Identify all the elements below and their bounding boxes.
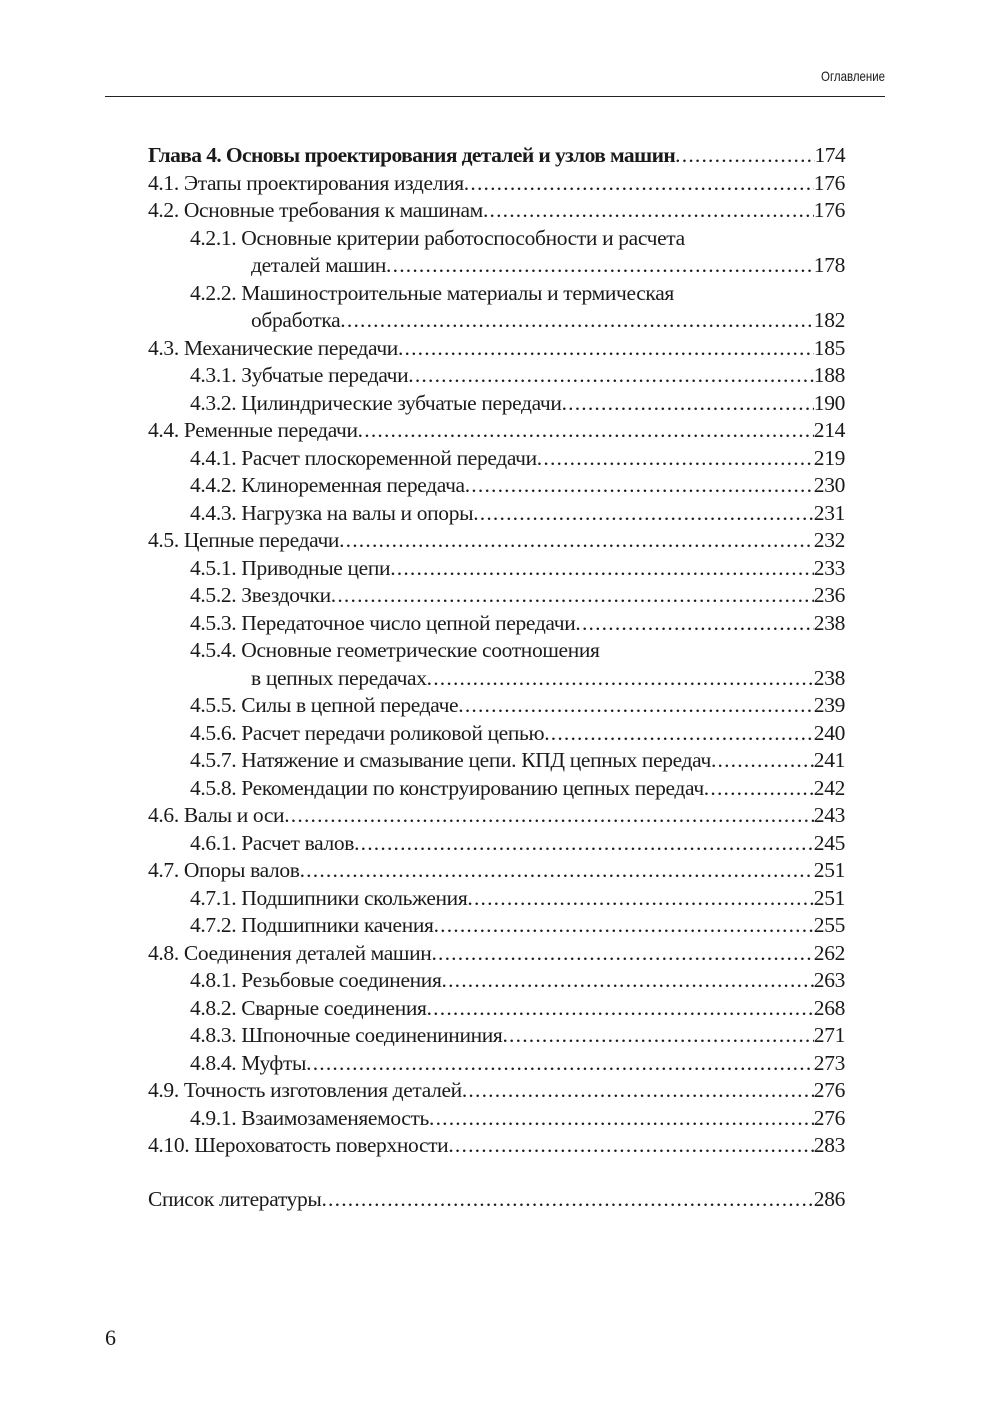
toc-entry[interactable]: [148, 885, 845, 913]
toc-entry-title: 4.5. Цепные передачи: [148, 528, 340, 552]
toc-entry[interactable]: [148, 995, 845, 1023]
toc-entry-page: 233: [813, 555, 845, 580]
toc-entry-title: 4.5.8. Рекомендации по конструированию цепных передач: [190, 775, 704, 800]
dot-leader: [358, 417, 814, 445]
toc-entry[interactable]: [148, 775, 845, 803]
dot-leader: [284, 802, 814, 830]
toc-entry-title: 4.3. Механические передачи: [148, 335, 398, 360]
toc-entry-page: 245: [813, 830, 845, 855]
running-head: Оглавление: [820, 68, 885, 84]
header-rule: [105, 96, 885, 97]
toc-entry-page: 174: [814, 143, 845, 167]
toc-entry-title: 4.4.1. Расчет плоскоременной передачи: [190, 445, 537, 470]
toc-entry[interactable]: [148, 1132, 845, 1160]
toc-entry-page: 236: [813, 583, 845, 607]
toc-entry-title: 4.4.2. Клиноременная передача: [190, 473, 465, 497]
toc-entry-page: 188: [813, 363, 845, 387]
toc-entry-title: 4.8.1. Резьбовые соединения: [190, 968, 442, 992]
toc-entry[interactable]: [148, 967, 845, 995]
toc-entry-title: 4.5.4. Основные геометрические соотношения: [190, 638, 600, 662]
toc-entry[interactable]: [148, 1105, 845, 1133]
toc-entry-title: 4.10. Шероховатость поверхности: [148, 1133, 449, 1157]
dot-leader: [300, 857, 814, 885]
toc-entry-title: 4.3.1. Зубчатые передачи: [190, 363, 409, 387]
dot-leader: [448, 1132, 813, 1160]
dot-leader: [339, 527, 814, 555]
toc-entry[interactable]: [148, 1022, 845, 1050]
toc-entry-title: 4.8.4. Муфты: [190, 1050, 307, 1075]
toc-entry-page: 178: [813, 253, 845, 277]
page-number: 6: [105, 1325, 116, 1350]
toc-entry-page: 286: [813, 1187, 845, 1211]
toc-entry[interactable]: [148, 225, 845, 280]
toc-entry-title: 4.7.1. Подшипники скольжения: [190, 885, 468, 910]
toc-entry[interactable]: [148, 637, 845, 692]
dot-leader: [675, 142, 814, 170]
toc-entry[interactable]: [148, 940, 845, 968]
toc-entry[interactable]: [148, 912, 845, 940]
toc-entry-bibliography[interactable]: [148, 1186, 845, 1214]
dot-leader: [431, 940, 813, 968]
toc-entry-page: 232: [813, 528, 845, 552]
toc-entry-page: 231: [813, 500, 845, 525]
toc-entry-title: 4.5.5. Силы в цепной передаче: [190, 693, 459, 717]
toc-entry[interactable]: [148, 802, 845, 830]
toc-entry-page: 241: [813, 748, 845, 772]
toc-entry-title: 4.8.2. Сварные соединения: [190, 995, 427, 1020]
toc-entry-title: Глава 4. Основы проектирования деталей и узлов машин: [148, 143, 676, 167]
toc-entry-title: 4.5.6. Расчет передачи роликовой цепью: [190, 720, 545, 745]
toc-entry-page: 273: [813, 1050, 845, 1075]
dot-leader: [427, 995, 814, 1023]
dot-leader: [340, 307, 814, 335]
toc-entry[interactable]: [148, 720, 845, 748]
dot-leader: [429, 1105, 814, 1133]
toc-entry[interactable]: [148, 527, 845, 555]
dot-leader: [354, 830, 814, 858]
dot-leader: [544, 720, 814, 748]
toc-entry[interactable]: [148, 692, 845, 720]
toc-entry[interactable]: [148, 472, 845, 500]
toc-entry[interactable]: [148, 555, 845, 583]
dot-leader: [575, 610, 813, 638]
toc-entry[interactable]: [148, 335, 845, 363]
toc-entry-title: 4.6.1. Расчет валов: [190, 830, 355, 855]
toc-entry-page: 268: [813, 995, 845, 1020]
toc-entry-title: 4.4. Ременные передачи: [148, 418, 358, 442]
toc-entry-page: 190: [813, 390, 845, 415]
toc-entry-page: 238: [813, 610, 845, 635]
dot-leader: [483, 197, 814, 225]
dot-leader: [502, 1022, 813, 1050]
toc-entry-page: 243: [813, 803, 845, 827]
toc-entry-page: 185: [813, 335, 845, 360]
dot-leader: [462, 1077, 814, 1105]
toc-entry-title: 4.5.3. Передаточное число цепной передачи: [190, 610, 576, 635]
toc-entry-page: 251: [813, 858, 845, 882]
toc-entry-page: 240: [813, 720, 845, 745]
toc-entry[interactable]: [148, 362, 845, 390]
toc-entry-page: 242: [813, 775, 845, 800]
toc-entry[interactable]: [148, 417, 845, 445]
toc-entry-page: 239: [813, 693, 845, 717]
dot-leader: [464, 170, 814, 198]
dot-leader: [321, 1186, 813, 1214]
toc-entry-page: 230: [813, 473, 845, 497]
dot-leader: [704, 775, 814, 803]
dot-leader: [562, 390, 814, 418]
toc-entry-title: 4.8. Соединения деталей машин: [148, 940, 432, 965]
dot-leader: [458, 692, 814, 720]
toc-entry-title: 4.5.2. Звездочки: [190, 583, 331, 607]
toc-entry-page: 219: [813, 445, 845, 470]
toc-entry-page: 251: [813, 885, 845, 910]
toc-entry-title: 4.7.2. Подшипники качения: [190, 913, 434, 937]
toc-entry-page: 262: [813, 940, 845, 965]
toc-entry[interactable]: [148, 1077, 845, 1105]
toc-entry[interactable]: [148, 445, 845, 473]
toc-entry-title: 4.7. Опоры валов: [148, 858, 300, 882]
dot-leader: [427, 665, 814, 693]
toc-entry[interactable]: [148, 830, 845, 858]
dot-leader: [408, 362, 814, 390]
toc-entry-page: 263: [813, 968, 845, 992]
toc-entry-page: 276: [813, 1078, 845, 1102]
dot-leader: [306, 1050, 814, 1078]
toc-entry-page: 176: [813, 170, 845, 195]
dot-leader: [442, 967, 814, 995]
toc-entry-title: Список литературы: [148, 1187, 322, 1211]
toc-entry-page: 176: [813, 198, 845, 222]
dot-leader: [434, 912, 814, 940]
dot-leader: [390, 555, 814, 583]
toc-entry[interactable]: [148, 747, 845, 775]
dot-leader: [537, 445, 814, 473]
toc-entry-title: 4.6. Валы и оси: [148, 803, 285, 827]
dot-leader: [467, 885, 813, 913]
toc-entry-page: 276: [813, 1105, 845, 1130]
dot-leader: [473, 500, 814, 528]
toc-entry-page: 283: [813, 1133, 845, 1157]
toc-entry-title: 4.2.2. Машиностроительные материалы и термическая: [190, 280, 674, 305]
toc-entry[interactable]: [148, 170, 845, 198]
toc-entry-title: 4.8.3. Шпоночные соединенининия: [190, 1023, 503, 1047]
toc-entry-page: 238: [813, 665, 845, 690]
toc-entry-title-continued: деталей машин: [251, 253, 387, 277]
toc-entry-title: 4.2.1. Основные критерии работоспособности и расчета: [190, 225, 685, 250]
toc-entry[interactable]: [148, 280, 845, 335]
dot-leader: [465, 472, 814, 500]
dot-leader: [711, 747, 814, 775]
toc-entry-title: 4.9.1. Взаимозаменяемость: [190, 1105, 429, 1130]
toc-entry-page: 255: [813, 913, 845, 937]
toc-entry-title-continued: в цепных передачах: [251, 665, 427, 690]
toc-entry[interactable]: [148, 142, 845, 170]
toc-entry-title: 4.9. Точность изготовления деталей: [148, 1078, 462, 1102]
dot-leader: [331, 582, 814, 610]
toc-entry-title: 4.4.3. Нагрузка на валы и опоры: [190, 500, 474, 525]
table-of-contents: [148, 142, 845, 1160]
toc-entry-page: 182: [813, 308, 845, 332]
toc-entry-title: 4.1. Этапы проектирования изделия: [148, 170, 464, 195]
dot-leader: [398, 335, 814, 363]
toc-entry[interactable]: [148, 390, 845, 418]
toc-entry[interactable]: [148, 500, 845, 528]
toc-entry[interactable]: [148, 1050, 845, 1078]
toc-entry-title: 4.5.7. Натяжение и смазывание цепи. КПД цепных передач: [190, 748, 711, 772]
toc-entry-page: 214: [813, 418, 845, 442]
dot-leader: [386, 252, 814, 280]
toc-entry-title-continued: обработка: [251, 308, 341, 332]
toc-entry-title: 4.5.1. Приводные цепи: [190, 555, 391, 580]
toc-entry-page: 271: [813, 1023, 845, 1047]
toc-entry[interactable]: [148, 610, 845, 638]
toc-entry[interactable]: [148, 857, 845, 885]
toc-entry[interactable]: [148, 582, 845, 610]
toc-entry-title: 4.3.2. Цилиндрические зубчатые передачи: [190, 390, 562, 415]
toc-entry[interactable]: [148, 197, 845, 225]
toc-entry-title: 4.2. Основные требования к машинам: [148, 198, 483, 222]
